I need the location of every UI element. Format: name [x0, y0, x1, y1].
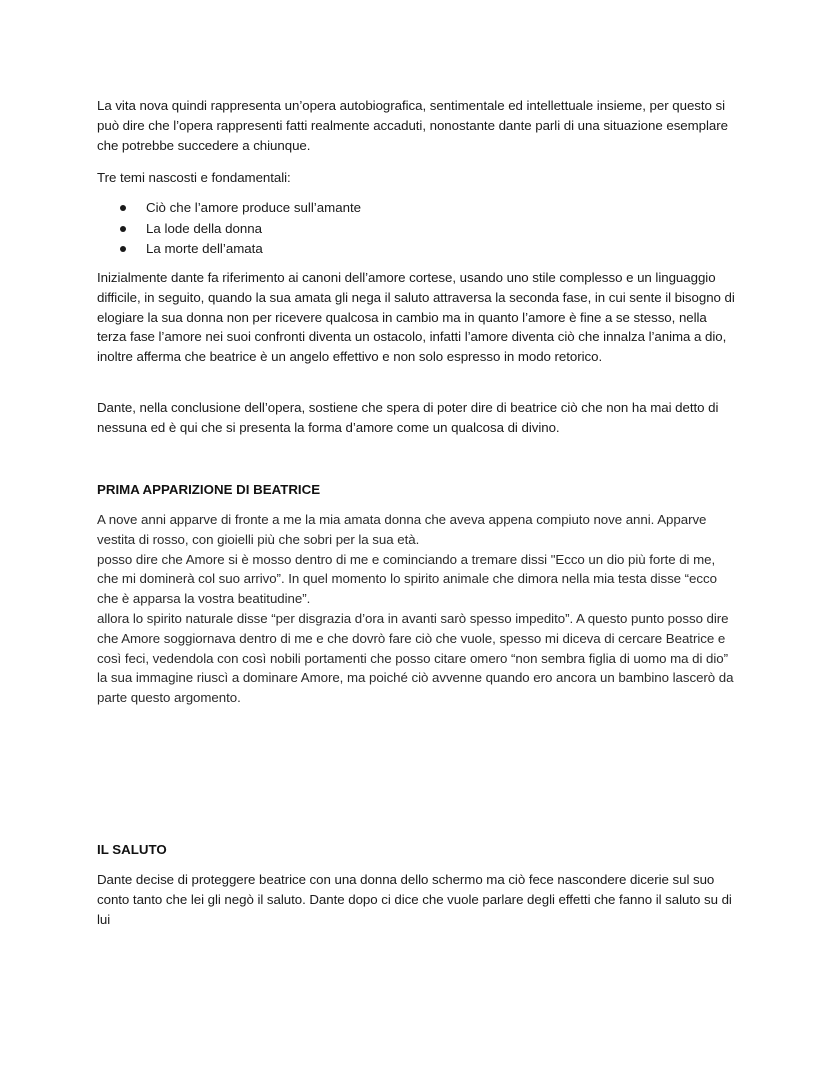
- section-heading-prima-apparizione: PRIMA APPARIZIONE DI BEATRICE: [97, 482, 321, 497]
- section1-line: posso dire che Amore si è mosso dentro di me e cominciando a tremare dissi "Ecco un dio più forte di me, che mi dominerà col suo arrivo”. In quel momento lo spirito animale che dimora nella mia testa disse “ecco che è apparsa la vostra beatitudine”.: [97, 551, 717, 607]
- list-item-text: La morte dell’amata: [146, 241, 263, 256]
- section1-line: allora lo spirito naturale disse “per disgrazia d’ora in avanti sarò spesso impedito”. A questo punto posso dire che Amore soggiornava dentro di me e che dovrò fare ciò che vuole, spesso mi diceva di cercare Beatrice e così feci, vedendola con così nobili portamenti che posso citare omero “non sembra figlia di uomo ma di dio” la sua immagine riuscì a dominare Amore, ma poiché ciò avvenne quando ero ancora un bambino lascerò da parte questo argomento.: [97, 610, 734, 706]
- intro-paragraph-3: [97, 398, 737, 438]
- paragraph-text: Dante decise di proteggere beatrice con una donna dello schermo ma ciò fece nascondere dicerie sul suo conto tanto che lei gli negò il saluto. Dante dopo ci dice che vuole parlare degli effetti che fanno il saluto su di lui: [97, 872, 732, 927]
- themes-heading-text: Tre temi nascosti e fondamentali:: [97, 170, 291, 185]
- section1-line: A nove anni apparve di fronte a me la mia amata donna che aveva appena compiuto nove anni. Apparve vestita di rosso, con gioielli più che sobri per la sua età.: [97, 512, 707, 547]
- paragraph-text: Dante, nella conclusione dell’opera, sostiene che spera di poter dire di beatrice ciò che non ha mai detto di nessuna ed è qui che si presenta la forma d’amore come un qualcosa di divino.: [97, 400, 719, 435]
- intro-paragraph-1: [97, 96, 737, 155]
- list-item-text: Ciò che l’amore produce sull’amante: [146, 200, 362, 215]
- section1-body: [97, 510, 737, 708]
- list-item: [97, 198, 361, 219]
- themes-heading: [97, 168, 737, 188]
- bullet-icon: [120, 205, 126, 211]
- list-item: [97, 219, 361, 240]
- list-item: [97, 239, 361, 260]
- bullet-icon: [120, 246, 126, 252]
- section-heading-il-saluto: IL SALUTO: [97, 842, 167, 857]
- themes-list: [97, 198, 361, 260]
- bullet-icon: [120, 226, 126, 232]
- paragraph-text: La vita nova quindi rappresenta un’opera autobiografica, sentimentale ed intellettuale insieme, per questo si può dire che l’opera rappresenti fatti realmente accaduti, nonostante dante parli di una situazione esemplare che potrebbe succedere a chiunque.: [97, 98, 728, 153]
- paragraph-text: Inizialmente dante fa riferimento ai canoni dell’amore cortese, usando uno stile complesso e un linguaggio difficile, in seguito, quando la sua amata gli nega il saluto attraversa la seconda fase, in cui sente il bisogno di elogiare la sua donna non per ricevere qualcosa in cambio ma in quanto l’amore è fine a se stesso, nella terza fase l’amore nei suoi confronti diventa un ostacolo, infatti l’amore diventa ciò che innalza l’anima a dio, inoltre afferma che beatrice è un angelo effettivo e non solo espresso in modo retorico.: [97, 270, 735, 365]
- intro-paragraph-2: [97, 268, 737, 367]
- list-item-text: La lode della donna: [146, 220, 263, 236]
- section2-paragraph: [97, 870, 737, 929]
